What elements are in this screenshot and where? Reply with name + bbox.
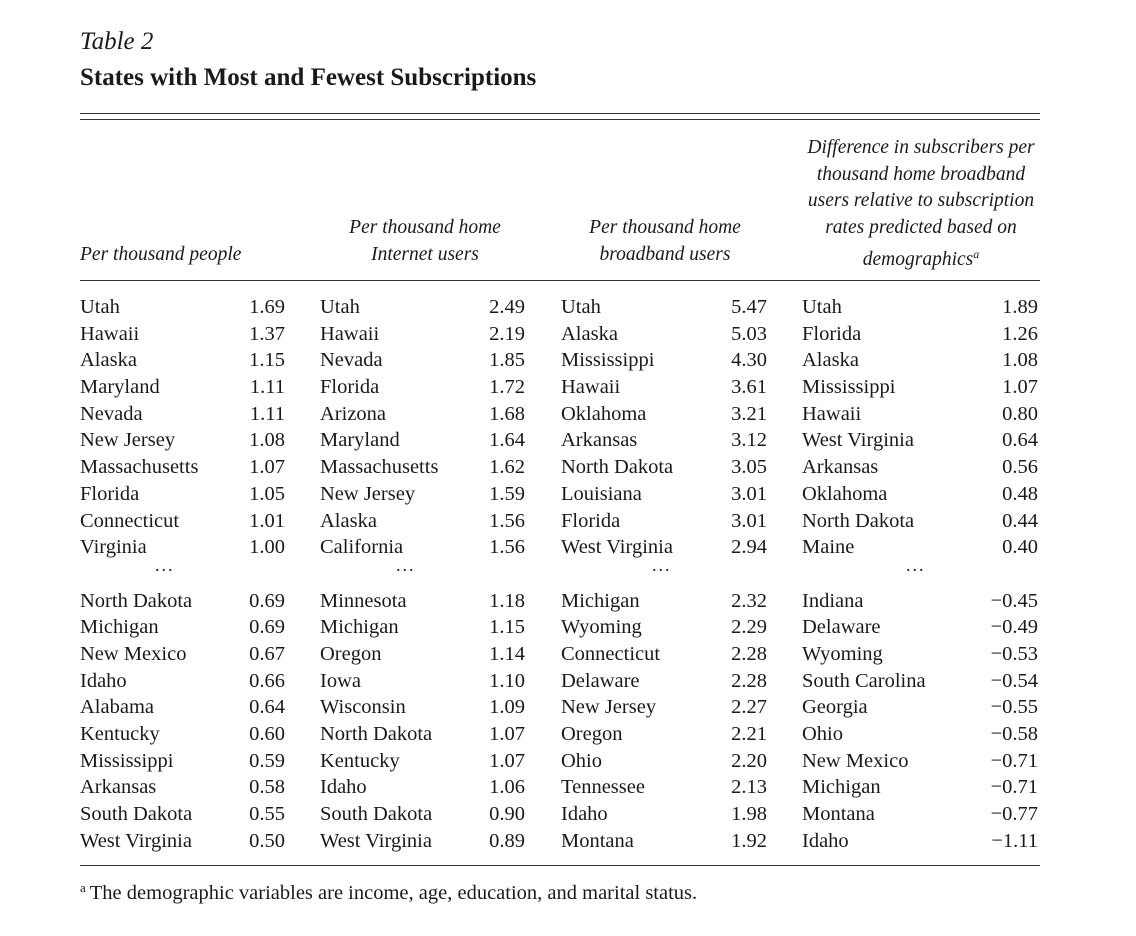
state-name: Arizona [320,402,387,425]
value-cell: −0.71 [990,749,1038,772]
state-name: Maine [802,536,855,559]
col-header-line: Per thousand people [80,244,242,265]
top-rule-1 [80,113,1040,114]
state-name: Minnesota [320,589,407,612]
state-name: Iowa [320,669,361,692]
table-row [0,481,1136,508]
state-name: Oklahoma [561,402,647,425]
state-name: South Carolina [802,669,926,692]
value-cell: 3.21 [731,402,767,425]
bottom-rule [80,865,1040,866]
value-cell: 4.30 [731,349,767,372]
value-cell: 0.40 [1002,536,1038,559]
value-cell: 3.01 [731,482,767,505]
value-cell: 1.98 [731,803,767,826]
value-cell: 2.27 [731,696,767,719]
table-row [0,588,1136,615]
state-name: Maryland [320,429,400,452]
value-cell: 1.18 [489,589,525,612]
footnote [80,880,697,905]
state-name: Alaska [802,349,859,372]
value-cell: 1.00 [249,536,285,559]
state-name: Arkansas [802,456,879,479]
value-cell: 1.09 [489,696,525,719]
state-name: Georgia [802,696,868,719]
footnote-marker: a [973,247,980,262]
state-name: West Virginia [320,829,432,852]
value-cell: 2.21 [731,723,767,745]
state-name: Delaware [561,669,640,692]
value-cell: 1.14 [489,642,525,665]
table-row [0,294,1136,321]
footnote-text: The demographic variables are income, age, education, and marital status. [89,882,698,904]
table-row [0,614,1136,641]
state-name: Kentucky [320,749,400,772]
state-name: New Jersey [320,482,416,505]
value-cell: −0.71 [990,776,1038,799]
col-header-line: Per thousand home [589,217,741,238]
state-name: Mississippi [80,749,174,772]
value-cell: −0.45 [990,589,1038,612]
state-name: Montana [561,829,634,852]
state-name: Hawaii [80,322,140,345]
col-header-line: thousand home broadband [816,163,1026,185]
state-name: South Dakota [320,803,433,826]
state-name: Utah [80,296,120,318]
state-name: Hawaii [320,322,380,345]
value-cell: 1.07 [1002,376,1038,399]
table-title: States with Most and Fewest Subscriptions [80,64,537,91]
value-cell: 1.59 [489,482,525,505]
state-name: Idaho [561,803,608,826]
value-cell: 0.67 [249,642,285,665]
value-cell: 0.48 [1002,482,1038,505]
state-name: Kentucky [80,723,160,745]
value-cell: 1.68 [489,402,525,425]
value-cell: 1.92 [731,829,767,852]
state-name: Connecticut [80,509,180,532]
col-header-difference-predicted [798,135,1044,274]
state-name: Idaho [802,829,849,852]
state-name: Mississippi [561,349,655,372]
value-cell: 1.01 [249,509,285,532]
value-cell: 0.69 [249,589,285,612]
state-name: Utah [320,296,360,318]
col-header-line: users relative to subscription [807,190,1035,212]
state-name: Mississippi [802,376,896,399]
value-cell: 2.29 [731,616,767,639]
state-name: Idaho [80,669,127,692]
col-header-line: rates predicted based on [825,216,1017,238]
state-name: Utah [561,296,601,318]
col-header-per-thousand-broadband-users [560,215,770,268]
state-name: North Dakota [80,589,193,612]
value-cell: −0.49 [990,616,1038,639]
value-cell: 3.61 [731,376,767,399]
value-cell: 0.50 [249,829,285,852]
state-name: Michigan [320,616,399,639]
state-name: Maryland [80,376,160,399]
value-cell: 0.90 [489,803,525,826]
value-cell: 1.10 [489,669,525,692]
value-cell: 2.19 [489,322,525,345]
value-cell: −0.55 [990,696,1038,719]
value-cell: 1.07 [249,456,285,479]
state-name: Connecticut [561,642,661,665]
state-name: Indiana [802,589,864,612]
state-name: Oklahoma [802,482,888,505]
state-name: Montana [802,803,875,826]
value-cell: −1.11 [991,829,1038,852]
table-row [0,641,1136,668]
table-row [0,374,1136,401]
state-name: Oregon [561,723,623,745]
col-header-line: Internet users [371,243,479,265]
table-row [0,694,1136,721]
state-name: Florida [320,376,380,399]
state-name: Florida [80,482,140,505]
value-cell: 1.26 [1002,322,1038,345]
value-cell: 5.47 [731,296,767,318]
value-cell: 1.15 [249,349,285,372]
value-cell: −0.54 [990,669,1038,692]
value-cell: 0.56 [1002,456,1038,479]
table-row [0,427,1136,454]
state-name: Michigan [80,616,159,639]
value-cell: 1.56 [489,509,525,532]
col-header-line: demographics [862,249,974,271]
state-name: North Dakota [320,723,433,745]
state-name: Ohio [561,749,602,772]
state-name: Michigan [802,776,881,799]
value-cell: −0.58 [990,723,1038,745]
value-cell: 0.89 [489,829,525,852]
col-header-per-thousand-people [80,242,241,269]
value-cell: 3.05 [731,456,767,479]
state-name: Hawaii [561,376,621,399]
value-cell: 0.59 [249,749,285,772]
value-cell: 1.56 [489,536,525,559]
state-name: Florida [561,509,621,532]
value-cell: 1.37 [249,322,285,345]
ellipsis: ... [652,554,672,575]
state-name: Florida [802,322,862,345]
table-row [0,321,1136,348]
table-row [0,828,1136,855]
value-cell: 0.55 [249,803,285,826]
value-cell: 3.01 [731,509,767,532]
state-name: Oregon [320,642,382,665]
value-cell: 1.11 [249,402,285,425]
value-cell: 2.20 [731,749,767,772]
state-name: Alabama [80,696,154,719]
value-cell: 2.28 [731,669,767,692]
value-cell: 0.44 [1002,509,1038,532]
state-name: Louisiana [561,482,642,505]
state-name: North Dakota [802,509,915,532]
state-name: Alaska [80,349,137,372]
header-rule [80,280,1040,281]
value-cell: 2.49 [489,296,525,318]
value-cell: 1.69 [249,296,285,318]
value-cell: 2.13 [731,776,767,799]
state-name: Wyoming [802,642,883,665]
value-cell: −0.77 [990,803,1038,826]
table-row [0,401,1136,428]
table-row [0,774,1136,801]
col-header-line: broadband users [599,243,731,265]
value-cell: 0.69 [249,616,285,639]
value-cell: 1.08 [249,429,285,452]
ellipsis: ... [396,554,416,575]
value-cell: 2.94 [731,536,767,559]
col-header-line: Per thousand home [349,217,501,238]
state-name: Arkansas [80,776,157,799]
value-cell: 1.64 [489,429,525,452]
state-name: Tennessee [561,776,645,799]
ellipsis: ... [155,554,175,575]
value-cell: 0.58 [249,776,285,799]
value-cell: 1.72 [489,376,525,399]
value-cell: 1.06 [489,776,525,799]
top-rule-2 [80,119,1040,120]
state-name: Massachusetts [80,456,199,479]
value-cell: 1.07 [489,723,525,745]
state-name: New Jersey [561,696,657,719]
state-name: Wisconsin [320,696,406,719]
state-name: North Dakota [561,456,674,479]
value-cell: 1.11 [249,376,285,399]
state-name: Virginia [80,536,147,559]
ellipsis-row [0,554,1136,588]
table-label: Table 2 [80,28,154,55]
value-cell: 1.05 [249,482,285,505]
state-name: Massachusetts [320,456,439,479]
value-cell: 1.15 [489,616,525,639]
value-cell: 1.07 [489,749,525,772]
state-name: Alaska [320,509,377,532]
state-name: Idaho [320,776,367,799]
value-cell: 1.85 [489,349,525,372]
table-row [0,748,1136,775]
state-name: South Dakota [80,803,193,826]
value-cell: 0.66 [249,669,285,692]
table-row [0,454,1136,481]
state-name: Arkansas [561,429,638,452]
table-row [0,668,1136,695]
state-name: Alaska [561,322,618,345]
value-cell: 5.03 [731,322,767,345]
value-cell: −0.53 [990,642,1038,665]
state-name: Hawaii [802,402,862,425]
state-name: Michigan [561,589,640,612]
state-name: Delaware [802,616,881,639]
value-cell: 1.08 [1002,349,1038,372]
value-cell: 2.32 [731,589,767,612]
state-name: New Mexico [80,642,187,665]
value-cell: 0.64 [249,696,285,719]
col-header-line: Difference in subscribers per [807,137,1035,158]
state-name: West Virginia [561,536,673,559]
col-header-line-last [863,241,980,274]
table-row [0,801,1136,828]
table-row [0,347,1136,374]
state-name: New Mexico [802,749,909,772]
value-cell: 3.12 [731,429,767,452]
value-cell: 2.28 [731,642,767,665]
state-name: West Virginia [80,829,192,852]
value-cell: 0.64 [1002,429,1038,452]
table-body [0,294,1136,854]
state-name: Wyoming [561,616,642,639]
state-name: Nevada [320,349,383,372]
value-cell: 1.89 [1002,296,1038,318]
value-cell: 1.62 [489,456,525,479]
footnote-marker: a [80,880,86,895]
value-cell: 0.80 [1002,402,1038,425]
table-row [0,508,1136,535]
state-name: Nevada [80,402,143,425]
table-row [0,721,1136,748]
state-name: West Virginia [802,429,914,452]
col-header-per-thousand-internet-users [320,215,530,268]
state-name: New Jersey [80,429,176,452]
value-cell: 0.60 [249,723,285,745]
state-name: Utah [802,296,842,318]
state-name: California [320,536,404,559]
state-name: Ohio [802,723,843,745]
ellipsis: ... [906,554,926,575]
